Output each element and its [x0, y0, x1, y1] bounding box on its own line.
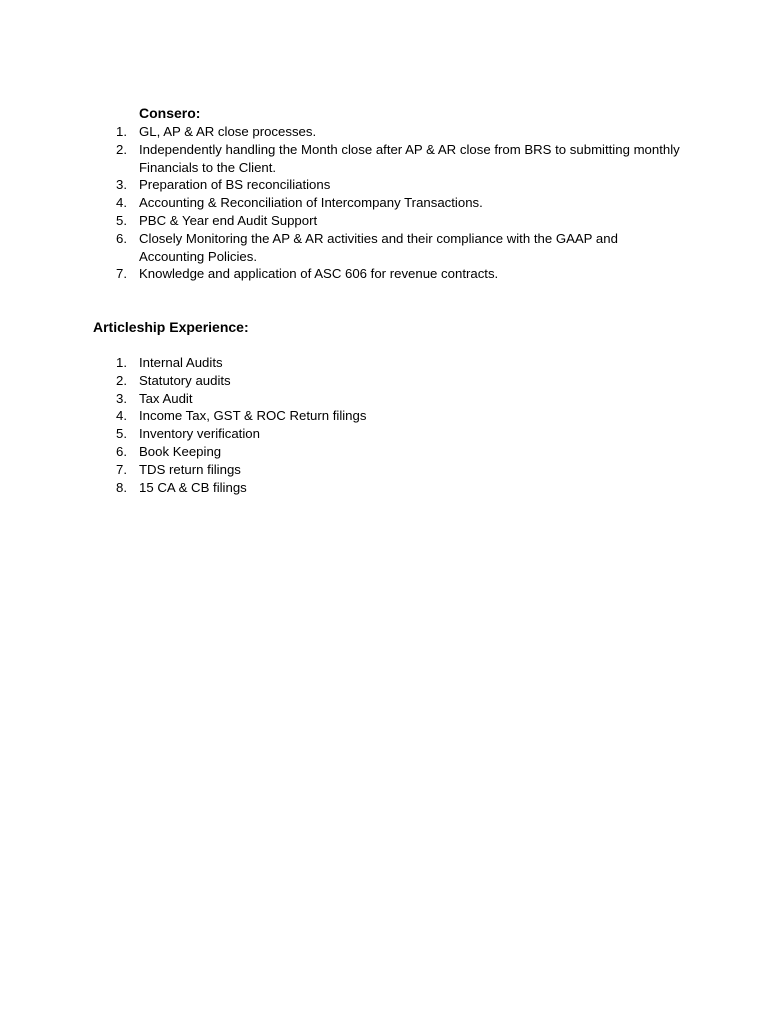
list-item-text: Book Keeping — [139, 443, 222, 459]
list-number: 2. — [116, 372, 127, 388]
list-item-text: Closely Monitoring the AP & AR activities and their compliance with the GAAP and Accounting Policies. — [139, 230, 618, 264]
list-item — [112, 230, 682, 266]
list-number: 6. — [116, 443, 127, 459]
list-number: 1. — [116, 355, 127, 370]
list-number: 4. — [116, 195, 127, 211]
list-item — [112, 390, 682, 408]
list-item-text: Tax Audit — [139, 390, 193, 406]
list-item-text: Independently handling the Month close after AP & AR close from BRS to submitting monthly Financials to the Client. — [139, 141, 680, 175]
list-item — [112, 461, 682, 479]
list-item — [112, 354, 682, 372]
list-number: 3. — [116, 390, 127, 406]
list-item — [112, 372, 682, 390]
list-item — [112, 212, 682, 230]
list-item-text: Accounting & Reconciliation of Intercompany Transactions. — [139, 195, 483, 211]
list-item-text: Statutory audits — [139, 372, 231, 388]
list-number: 5. — [116, 212, 127, 228]
list-item-text: TDS return filings — [139, 461, 241, 477]
list-item — [112, 194, 682, 212]
list-number: 7. — [116, 461, 127, 477]
consero-list — [112, 123, 682, 283]
list-item — [112, 443, 682, 461]
list-item-text: GL, AP & AR close processes. — [139, 124, 317, 139]
list-number: 3. — [116, 177, 127, 193]
list-number: 2. — [116, 141, 127, 157]
list-item-text: Income Tax, GST & ROC Return filings — [139, 408, 367, 424]
list-number: 7. — [116, 266, 127, 282]
list-item — [112, 425, 682, 443]
list-item-text: 15 CA & CB filings — [139, 479, 247, 495]
list-item — [112, 479, 682, 497]
list-item — [112, 176, 682, 194]
list-number: 1. — [116, 124, 127, 139]
list-number: 4. — [116, 408, 127, 424]
list-number: 6. — [116, 230, 127, 246]
list-item-text: Inventory verification — [139, 426, 260, 442]
list-number: 5. — [116, 426, 127, 442]
list-item-text: Preparation of BS reconciliations — [139, 177, 331, 193]
list-item — [112, 123, 682, 141]
section-heading-articleship: Articleship Experience: — [93, 319, 249, 335]
list-item — [112, 141, 682, 177]
list-item-text: PBC & Year end Audit Support — [139, 212, 318, 228]
articleship-list — [112, 354, 682, 496]
list-item-text: Internal Audits — [139, 355, 223, 370]
list-item — [112, 265, 682, 283]
section-heading-consero: Consero: — [139, 105, 201, 121]
list-number: 8. — [116, 479, 127, 495]
list-item-text: Knowledge and application of ASC 606 for revenue contracts. — [139, 266, 499, 282]
list-item — [112, 407, 682, 425]
